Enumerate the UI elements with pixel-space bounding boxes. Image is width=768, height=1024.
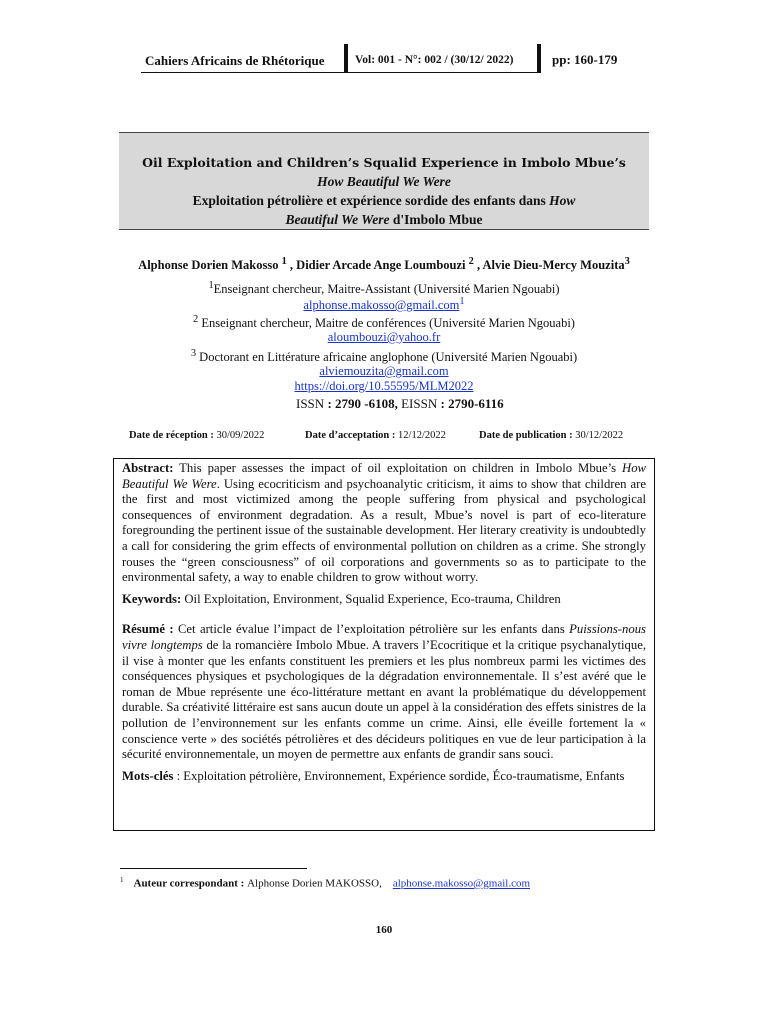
issn-line: ISSN : 2790 -6108, EISSN : 2790-6116 [296, 396, 504, 411]
title-english-book: How Beautiful We Were [317, 174, 451, 189]
email-link[interactable]: alviemouzita@gmail.com [319, 364, 449, 378]
page-range: pp: 160-179 [552, 52, 618, 67]
author-name: Alphonse Dorien Makosso [138, 258, 279, 273]
author-name: Didier Arcade Ange Loumbouzi [296, 258, 466, 273]
title-english: Oil Exploitation and Children’s Squalid Experience in Imbolo Mbue’s [142, 155, 626, 170]
author-list: Alphonse Dorien Makosso $^1$ , Didier Arcade Ange Loumbouzi $^2$ , Alvie Dieu-Mercy Mouzita$^3$ [138, 256, 630, 273]
author-name: Alvie Dieu-Mercy Mouzita [482, 258, 625, 273]
email-line-3 [0, 364, 768, 379]
doi-line [0, 379, 768, 394]
page-number: 160 [375, 924, 393, 936]
footnote-rule [120, 868, 307, 869]
title-french: Exploitation pétrolière et expérience sordide des enfants dans How [192, 193, 576, 208]
header-divider [537, 44, 541, 73]
header-rule [141, 72, 540, 73]
email-line-2 [0, 330, 768, 345]
abstract-box [113, 458, 655, 831]
email-line-1: alphonse.makosso@gmail.com$^1$ [303, 296, 465, 313]
date-published: Date de publication : 30/12/2022 [479, 430, 624, 441]
motscles-paragraph: Mots-clés : Exploitation pétrolière, Environnement, Expérience sordide, Éco-traumatisme, Enfants [122, 768, 625, 783]
header-divider [344, 44, 348, 73]
title-box [119, 132, 649, 230]
email-link[interactable]: alphonse.makosso@gmail.com [303, 298, 460, 313]
volume-info: Vol: 001 - N°: 002 / (30/12/ 2022) [355, 54, 514, 66]
title-french-cont: Beautiful We Were d'Imbolo Mbue [285, 212, 483, 227]
journal-header [141, 44, 642, 77]
journal-name: Cahiers Africains de Rhétorique [145, 53, 325, 68]
author-sup: 2 [468, 256, 474, 267]
email-link[interactable]: aloumbouzi@yahoo.fr [327, 330, 441, 344]
footnote: $^1$ Auteur correspondant : Alphonse Dorien MAKOSSO, alphonse.makosso@gmail.com [120, 876, 531, 890]
resume-paragraph: Résumé : Cet article évalue l’impact de l’exploitation pétrolière sur les enfants dans Puissions-nous vivre longtemps de la romancière Imbolo Mbue. A travers l’Ecocritique et la critique psychanalytique, il vise à monter que les enfants constituent les premiers et les plus nombreux parmi les victimes des conséquences physiques et psychologiques de la dégradation environnementale. Il s’est avéré que le roman de Mbue représente une éco-littérature mettant en avant la problématique du développement durable. Sa créativité littéraire est sans aucun doute un appel à la considération des effets sinistres de la pollution de l’environnement sur les enfants comme un crime. Ainsi, elle éveille fortement la « conscience verte » des sociétés pétrolières et des décideurs politiques en vue de leur participation à la sécurité environnementale, un moyen de permettre aux enfants de grandir sans souci. [122, 622, 646, 762]
affiliation-2: $^2$ Enseignant chercheur, Maitre de conférences (Université Marien Ngouabi) [193, 314, 575, 331]
affiliation-3: $^3$ Doctorant en Littérature africaine anglophone (Université Marien Ngouabi) [190, 348, 578, 365]
affiliation-1: $^1$Enseignant chercheur, Maitre-Assistant (Université Marien Ngouabi) [208, 280, 560, 297]
author-sup: 3 [624, 256, 630, 267]
date-accepted: Date d’acceptation : 12/12/2022 [305, 430, 446, 441]
doi-link[interactable]: https://doi.org/10.55595/MLM2022 [294, 379, 474, 393]
author-sup: 1 [281, 256, 287, 267]
keywords-paragraph: Keywords: Oil Exploitation, Environment, Squalid Experience, Eco-trauma, Children [122, 591, 561, 606]
footnote-email-link[interactable]: alphonse.makosso@gmail.com [392, 877, 531, 890]
date-received: Date de réception : 30/09/2022 [129, 430, 265, 441]
abstract-paragraph: Abstract: This paper assesses the impact of oil exploitation on children in Imbolo Mbue’s How Beautiful We Were. Using ecocriticism and psychoanalytic criticism, it aims to show that children are the first and most victimized among the people suffering from physical and psychological consequences of environment degradation. As a result, Mbue’s novel is part of eco-literature foregrounding the pertinent issue of the sustainable development. Her literary creativity is undoubtedly a call for considering the grim effects of environmental pollution on children as a crime. She strongly rouses the “green consciousness” of oil corporations and governments so as to participate to the environmental safety, a way to enable children to grow without worry. [122, 461, 646, 585]
